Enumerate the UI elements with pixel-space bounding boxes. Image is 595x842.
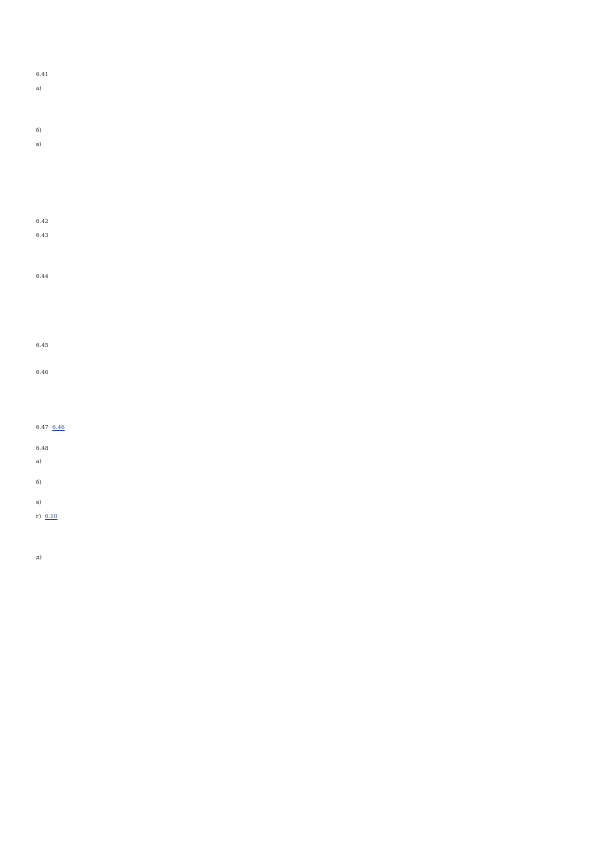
- clause-number: 6.43: [36, 232, 49, 239]
- item-letter: в): [36, 141, 42, 148]
- item-letter: г): [36, 514, 42, 521]
- clause-6-48-item-d: [36, 555, 560, 569]
- clause-6-43: [36, 233, 560, 247]
- clause-6-42: [36, 219, 560, 226]
- clause-6-44: [36, 274, 560, 302]
- item-letter: д): [36, 555, 42, 562]
- clause-6-48-item-b: [36, 480, 560, 494]
- document-page: [36, 24, 560, 596]
- clause-number: 6.48: [36, 445, 49, 452]
- item-letter: б): [36, 128, 42, 135]
- item-letter: а): [36, 85, 42, 92]
- clause-6-48-item-a: [36, 459, 560, 473]
- clause-6-48-item-g: [36, 514, 560, 521]
- item-letter: б): [36, 479, 42, 486]
- clause-6-41-item-a: [36, 86, 560, 122]
- clause-6-45: [36, 343, 560, 364]
- paragraph-clause-6-43-note: [36, 253, 560, 267]
- cross-reference-link-6-10[interactable]: 6.10: [44, 514, 58, 521]
- clause-6-48-item-v: [36, 500, 560, 507]
- item-letter: а): [36, 459, 42, 466]
- clause-6-41: [36, 72, 560, 79]
- clause-6-41-item-v: [36, 142, 560, 185]
- clause-number: 6.41: [36, 72, 49, 78]
- clause-number: 6.47: [36, 425, 49, 432]
- paragraph-dust-collectors-general: [36, 38, 560, 66]
- paragraph-intro-continuation: [36, 24, 560, 31]
- cross-reference-link-6-46[interactable]: 6.46: [52, 425, 65, 432]
- clause-6-48: [36, 446, 560, 453]
- paragraph-clause-6-46-note: [36, 391, 560, 419]
- paragraph-local-exhaust-rooms: [36, 528, 560, 549]
- clause-number: 6.44: [36, 273, 49, 280]
- clause-number: 6.46: [36, 370, 49, 377]
- clause-number: 6.45: [36, 342, 49, 349]
- paragraph-clause-6-44-note: [36, 308, 560, 336]
- item-letter: в): [36, 500, 42, 507]
- clause-6-47: [36, 425, 560, 439]
- clause-number: 6.42: [36, 218, 49, 225]
- paragraph-exhaust-rooms-final: [36, 576, 560, 590]
- paragraph-production-rooms: [36, 191, 560, 212]
- clause-6-46: [36, 370, 560, 384]
- clause-6-41-item-b: [36, 128, 560, 135]
